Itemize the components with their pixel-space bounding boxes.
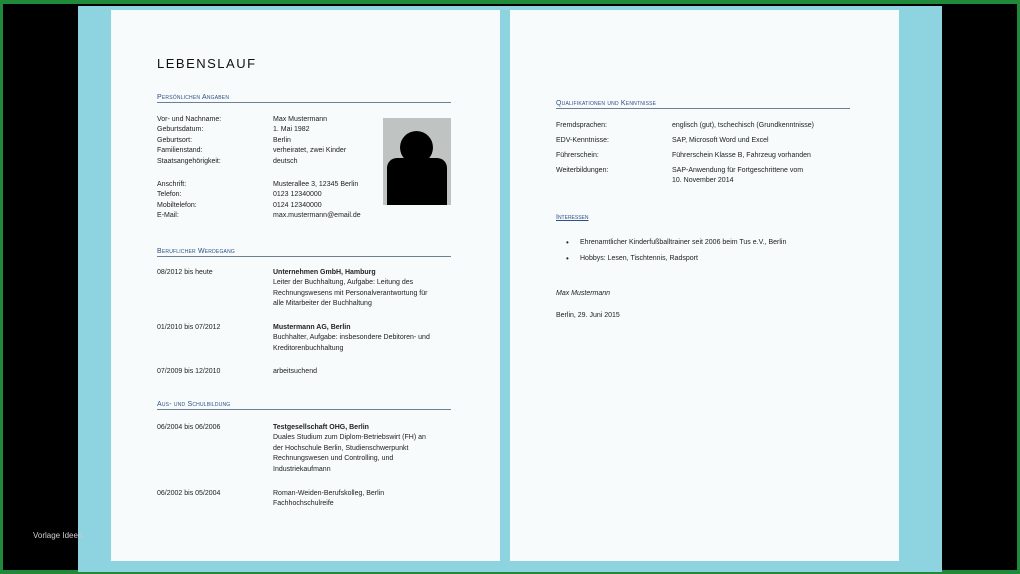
personal-label: Vor- und Nachname:: [157, 116, 222, 123]
personal-label: Staatsangehörigkeit:: [157, 157, 221, 165]
career-entry: [273, 268, 427, 310]
watermark: Vorlage Ideen: [33, 531, 83, 540]
career-description-line: Leiter der Buchhaltung, Aufgabe: Leitung des: [273, 279, 414, 287]
contact-value: max.mustermann@email.de: [273, 212, 361, 220]
contact-label: Telefon:: [157, 191, 182, 199]
interests-list: [556, 235, 786, 267]
education-date: 06/2004 bis 06/2006: [157, 424, 221, 431]
person-body-icon: [387, 158, 447, 205]
personal-label: Familienstand:: [157, 147, 203, 155]
personal-values: [273, 115, 346, 167]
personal-value: Max Mustermann: [273, 116, 328, 123]
education-description-line: Duales Studium zum Diplom-Betriebswirt (FH) an: [273, 434, 426, 442]
qualification-value: SAP, Microsoft Word und Excel: [672, 137, 769, 144]
section-heading-career: Beruflicher Werdegang: [157, 248, 451, 257]
section-heading-qualifications: Qualifikationen und Kenntnisse: [556, 100, 850, 109]
section-heading-interests: Interessen: [556, 214, 589, 221]
career-employer: Mustermann AG, Berlin: [273, 324, 351, 331]
education-description-line: Industriekaufmann: [273, 465, 331, 473]
career-date: 07/2009 bis 12/2010: [157, 368, 221, 375]
interest-item: • Hobbys: Lesen, Tischtennis, Radsport: [556, 251, 786, 267]
qualification-value: englisch (gut), tschechisch (Grundkenntnisse): [672, 122, 815, 129]
contact-value: Musterallee 3, 12345 Berlin: [273, 181, 359, 188]
personal-value: deutsch: [273, 157, 298, 165]
page-title: LEBENSLAUF: [157, 56, 257, 71]
cv-page-1: [111, 10, 500, 561]
education-description-line: der Hochschule Berlin, Studienschwerpunkt: [273, 444, 409, 452]
cv-page-2: [510, 10, 899, 561]
education-entry: [273, 423, 426, 475]
signature: Max Mustermann: [556, 290, 611, 297]
profile-photo: [383, 118, 451, 205]
qualification-value: Führerschein Klasse B, Fahrzeug vorhanden: [672, 152, 811, 159]
personal-label: Geburtsdatum:: [157, 126, 204, 134]
contact-label: Anschrift:: [157, 181, 187, 188]
contact-labels: [157, 180, 197, 222]
career-date: 01/2010 bis 07/2012: [157, 324, 221, 331]
qualification-value: 10. November 2014: [672, 177, 734, 185]
career-date: 08/2012 bis heute: [157, 269, 213, 276]
education-institution: Testgesellschaft OHG, Berlin: [273, 424, 369, 431]
career-description-line: Buchhalter, Aufgabe: insbesondere Debitoren- und: [273, 334, 430, 342]
section-heading-education: Aus- und Schulbildung: [157, 401, 451, 410]
qualification-value-group: [672, 166, 803, 187]
place-date: Berlin, 29. Juni 2015: [556, 312, 620, 319]
section-heading-personal: Persönlichen Angaben: [157, 94, 451, 103]
career-entry: [273, 323, 430, 354]
career-description-line: arbeitsuchend: [273, 368, 317, 375]
interest-item: • Ehrenamtlicher Kinderfußballtrainer seit 2006 beim Tus e.V., Berlin: [556, 235, 786, 251]
education-entry: [273, 489, 384, 510]
contact-values: [273, 180, 361, 222]
education-date: 06/2002 bis 05/2004: [157, 490, 221, 497]
personal-value: verheiratet, zwei Kinder: [273, 147, 347, 155]
qualification-label: EDV-Kenntnisse:: [556, 137, 609, 144]
contact-label: E-Mail:: [157, 212, 179, 220]
personal-value: 1. Mai 1982: [273, 126, 310, 134]
education-description-line: Rechnungswesen und Controlling, und: [273, 455, 394, 463]
qualification-label: Führerschein:: [556, 152, 599, 159]
career-employer: Unternehmen GmbH, Hamburg: [273, 269, 376, 276]
personal-value: Berlin: [273, 136, 291, 144]
career-description-line: Kreditorenbuchhaltung: [273, 344, 344, 352]
qualification-label: Weiterbildungen:: [556, 167, 609, 174]
contact-label: Mobiltelefon:: [157, 201, 197, 209]
education-description-line: Roman-Weiden-Berufskolleg, Berlin: [273, 490, 385, 497]
qualification-label: Fremdsprachen:: [556, 122, 607, 129]
personal-label: Geburtsort:: [157, 136, 193, 144]
personal-labels: [157, 115, 221, 167]
qualification-value: SAP-Anwendung für Fortgeschrittene vom: [672, 167, 804, 174]
education-description-line: Fachhochschulreife: [273, 500, 334, 508]
contact-value: 0123 12340000: [273, 191, 322, 199]
career-description-line: alle Mitarbeiter der Buchhaltung: [273, 300, 372, 308]
contact-value: 0124 12340000: [273, 201, 322, 209]
career-description-line: Rechnungswesens mit Personalverantwortung für: [273, 289, 428, 297]
